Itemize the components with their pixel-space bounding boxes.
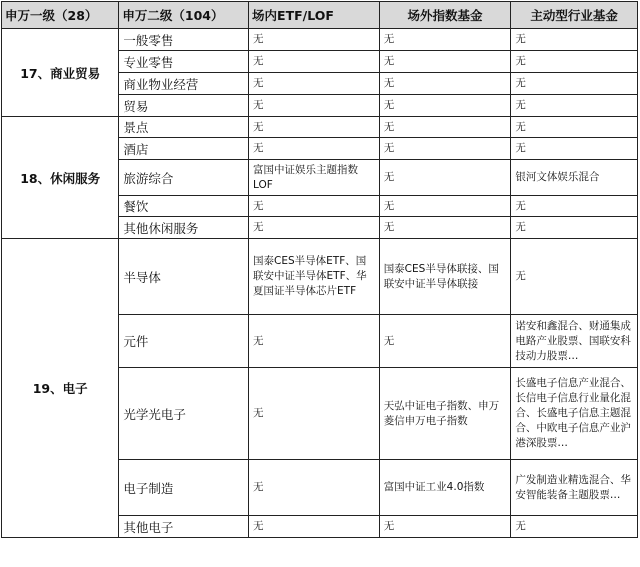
header-row <box>2 2 638 29</box>
index-fund-cell: 无 <box>379 516 511 538</box>
etf-lof-cell: 无 <box>249 368 380 460</box>
level2-category: 其他电子 <box>119 516 249 538</box>
header-otc-index-fund: 场外指数基金 <box>379 2 511 29</box>
active-fund-cell: 无 <box>511 196 638 217</box>
active-fund-cell: 诺安和鑫混合、财通集成电路产业股票、国联安科技动力股票… <box>511 315 638 368</box>
header-exchange-etf-lof: 场内ETF/LOF <box>249 2 380 29</box>
level2-category: 餐饮 <box>119 196 249 217</box>
level2-category: 光学光电子 <box>119 368 249 460</box>
etf-lof-cell: 无 <box>249 460 380 516</box>
index-fund-cell: 国泰CES半导体联接、国联安中证半导体联接 <box>379 239 511 315</box>
etf-lof-cell: 无 <box>249 516 380 538</box>
level2-category: 一般零售 <box>119 29 249 51</box>
level2-category: 景点 <box>119 117 249 138</box>
etf-lof-cell: 无 <box>249 29 380 51</box>
active-fund-cell: 无 <box>511 138 638 160</box>
etf-lof-cell: 无 <box>249 217 380 239</box>
active-fund-cell: 无 <box>511 95 638 117</box>
index-fund-cell: 无 <box>379 196 511 217</box>
level2-category: 元件 <box>119 315 249 368</box>
active-fund-cell: 银河文体娱乐混合 <box>511 160 638 196</box>
etf-lof-cell: 无 <box>249 138 380 160</box>
table-row <box>2 239 638 315</box>
index-fund-cell: 无 <box>379 117 511 138</box>
index-fund-cell: 无 <box>379 138 511 160</box>
header-active-sector-fund: 主动型行业基金 <box>511 2 638 29</box>
header-sw-level2: 申万二级（104） <box>119 2 249 29</box>
index-fund-cell: 无 <box>379 73 511 95</box>
active-fund-cell: 长盛电子信息产业混合、长信电子信息行业量化混合、长盛电子信息主题混合、中欧电子信息产业沪港深股票… <box>511 368 638 460</box>
active-fund-cell: 无 <box>511 29 638 51</box>
active-fund-cell: 广发制造业精选混合、华安智能装备主题股票… <box>511 460 638 516</box>
etf-lof-cell: 无 <box>249 196 380 217</box>
level1-category: 17、商业贸易 <box>2 29 119 117</box>
active-fund-cell: 无 <box>511 73 638 95</box>
level1-category: 19、电子 <box>2 239 119 538</box>
etf-lof-cell: 无 <box>249 51 380 73</box>
index-fund-cell: 无 <box>379 217 511 239</box>
active-fund-cell: 无 <box>511 51 638 73</box>
etf-lof-cell: 无 <box>249 73 380 95</box>
etf-lof-cell: 无 <box>249 315 380 368</box>
level2-category: 专业零售 <box>119 51 249 73</box>
active-fund-cell: 无 <box>511 117 638 138</box>
level2-category: 商业物业经营 <box>119 73 249 95</box>
level1-category: 18、休闲服务 <box>2 117 119 239</box>
active-fund-cell: 无 <box>511 217 638 239</box>
header-sw-level1: 申万一级（28） <box>2 2 119 29</box>
table-row <box>2 29 638 51</box>
fund-table <box>1 1 638 538</box>
index-fund-cell: 无 <box>379 160 511 196</box>
active-fund-cell: 无 <box>511 516 638 538</box>
etf-lof-cell: 无 <box>249 117 380 138</box>
etf-lof-cell: 国泰CES半导体ETF、国联安中证半导体ETF、华夏国证半导体芯片ETF <box>249 239 380 315</box>
index-fund-cell: 无 <box>379 95 511 117</box>
index-fund-cell: 富国中证工业4.0指数 <box>379 460 511 516</box>
etf-lof-cell: 无 <box>249 95 380 117</box>
level2-category: 其他休闲服务 <box>119 217 249 239</box>
index-fund-cell: 无 <box>379 29 511 51</box>
index-fund-cell: 无 <box>379 315 511 368</box>
level2-category: 半导体 <box>119 239 249 315</box>
table-body <box>2 29 638 538</box>
table-row <box>2 117 638 138</box>
index-fund-cell: 无 <box>379 51 511 73</box>
level2-category: 旅游综合 <box>119 160 249 196</box>
active-fund-cell: 无 <box>511 239 638 315</box>
etf-lof-cell: 富国中证娱乐主题指数LOF <box>249 160 380 196</box>
index-fund-cell: 天弘中证电子指数、申万菱信申万电子指数 <box>379 368 511 460</box>
level2-category: 电子制造 <box>119 460 249 516</box>
level2-category: 贸易 <box>119 95 249 117</box>
level2-category: 酒店 <box>119 138 249 160</box>
